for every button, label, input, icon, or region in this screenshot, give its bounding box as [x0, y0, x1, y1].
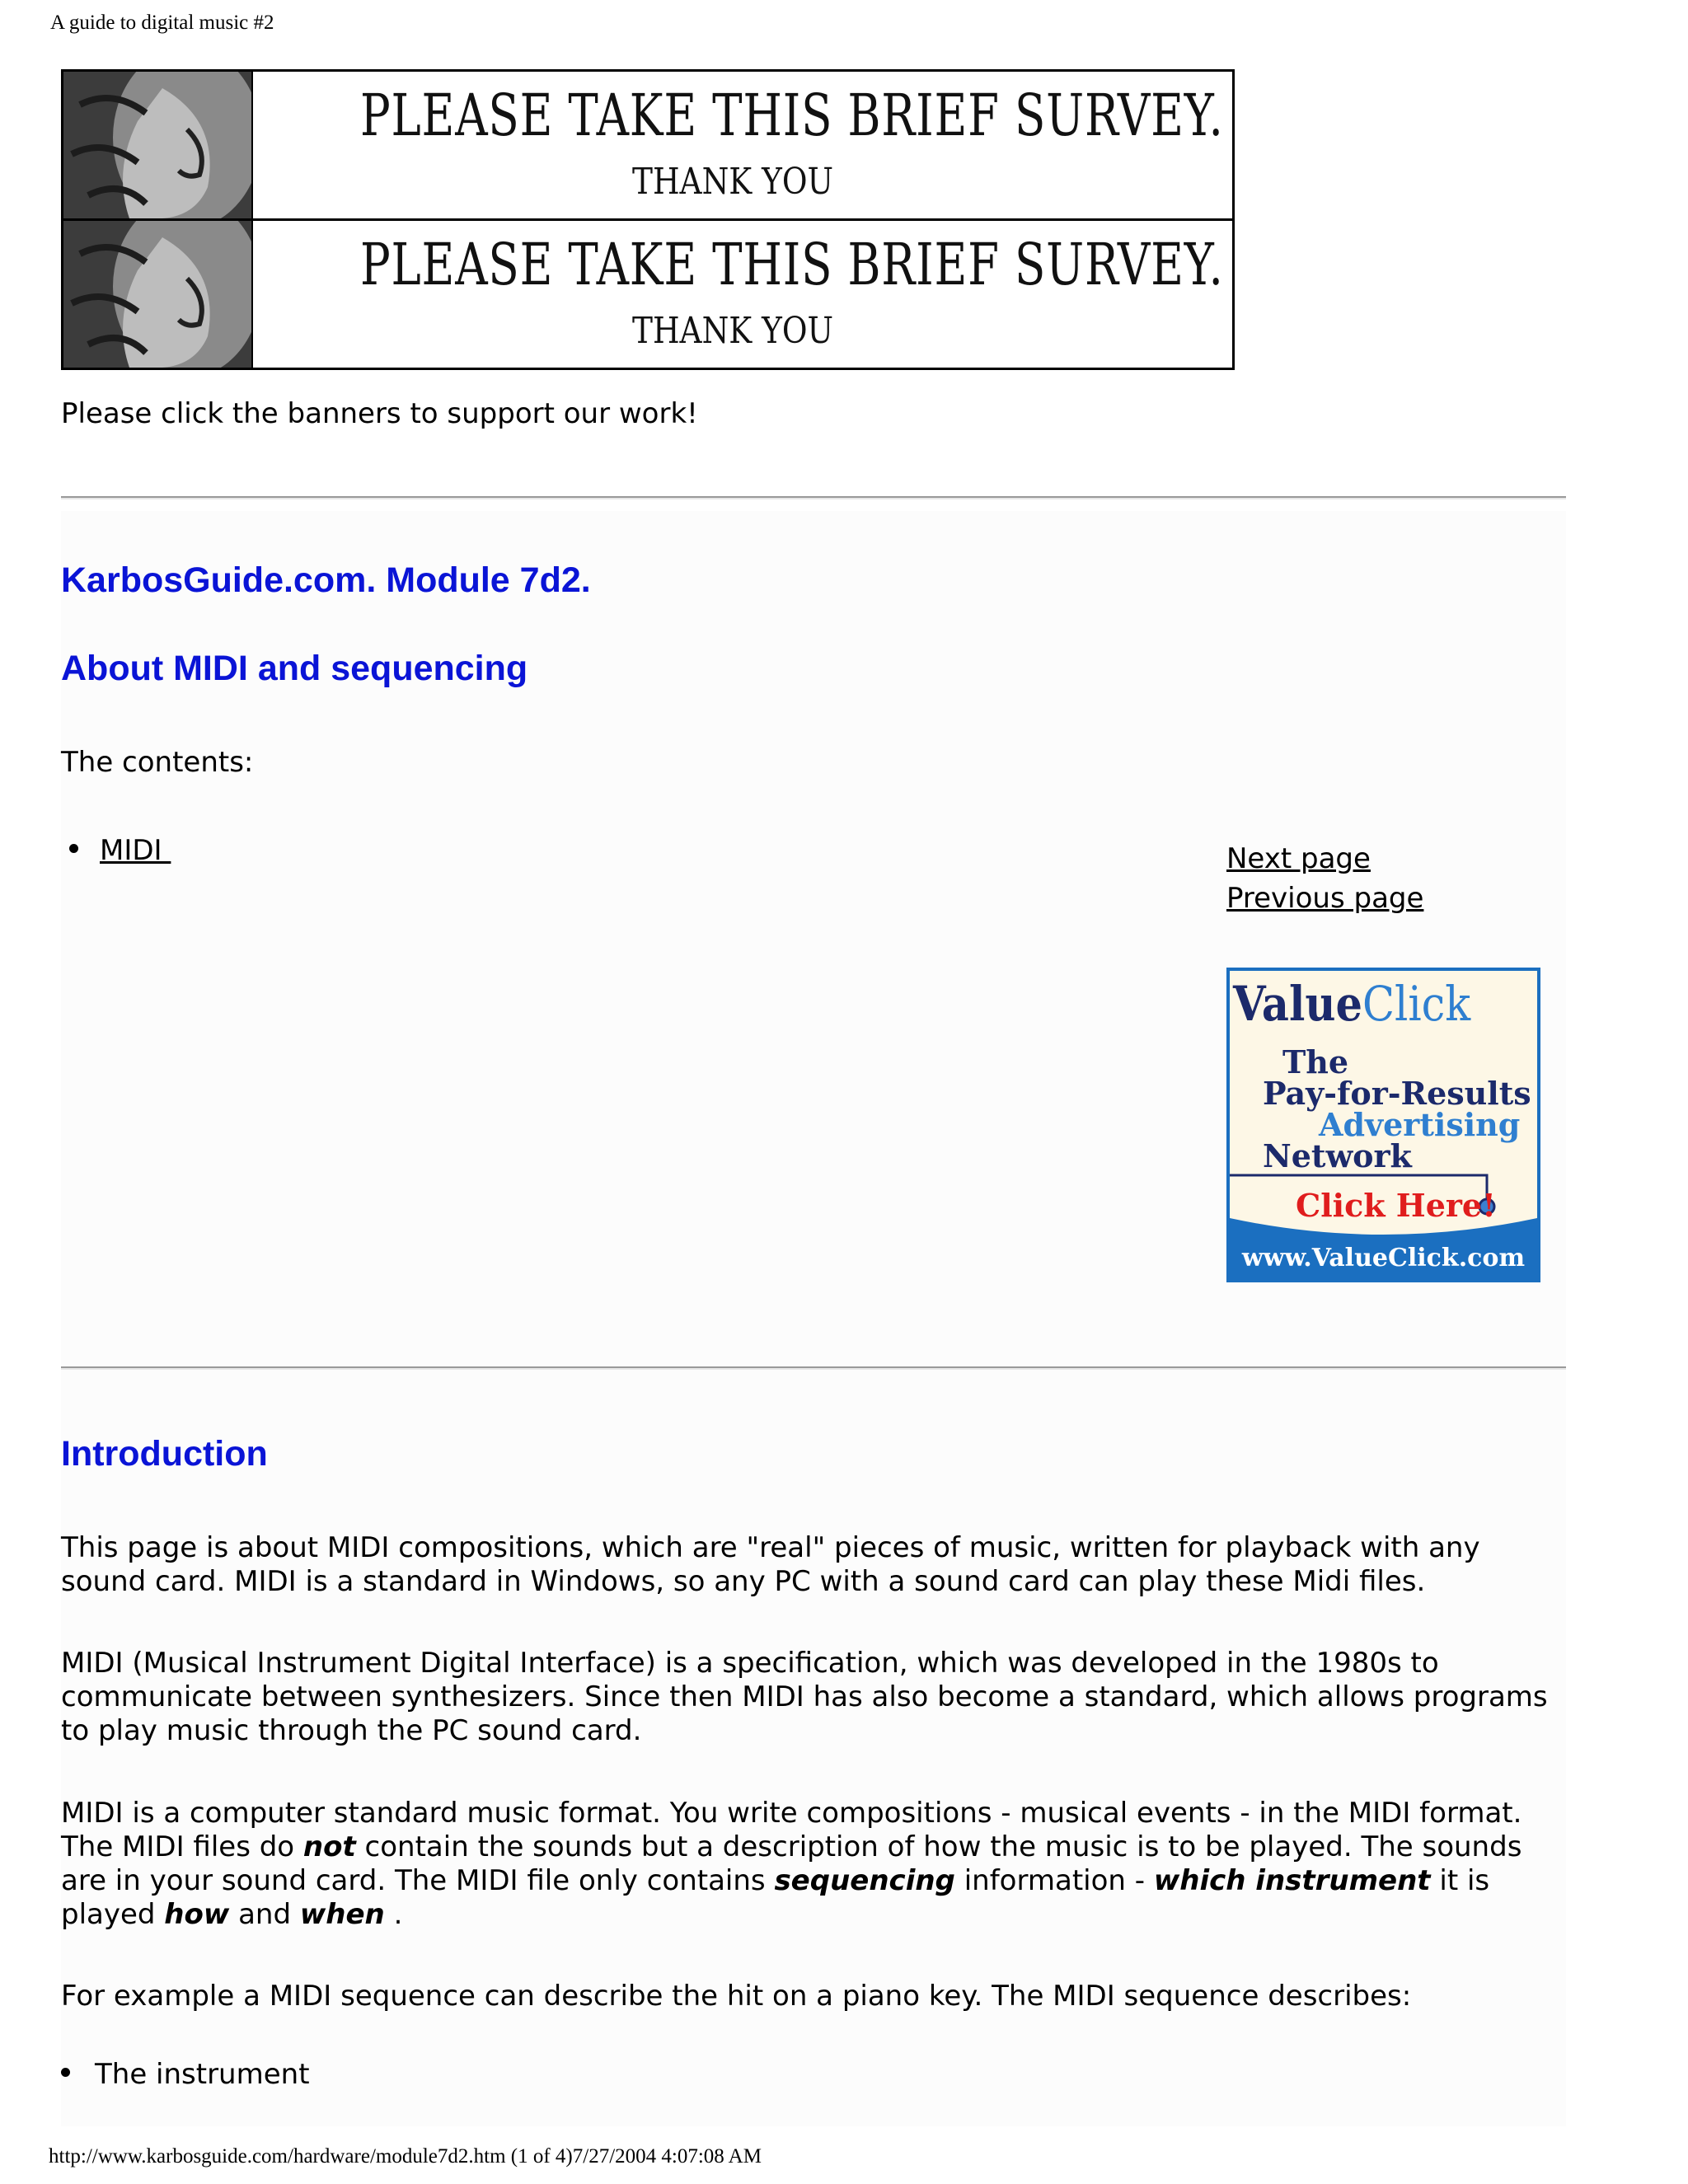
emphasis-text: not — [302, 1830, 356, 1863]
ad-click-here: Click Here! — [1296, 1187, 1496, 1224]
print-header: A guide to digital music #2 — [50, 12, 274, 34]
ad-line-1: The — [1282, 1043, 1349, 1080]
ad-url: www.ValueClick.com — [1230, 1238, 1537, 1279]
banner-subtitle: THANK YOU — [632, 161, 834, 203]
face-image-icon — [63, 72, 253, 218]
face-image-icon — [63, 221, 253, 368]
toc-link-midi[interactable]: MIDI — [100, 834, 171, 867]
list-item — [61, 2058, 310, 2091]
banner-subtitle: THANK YOU — [632, 310, 834, 352]
text-run: . — [384, 1898, 403, 1931]
support-text: Please click the banners to support our work! — [61, 397, 698, 430]
page-heading: About MIDI and sequencing — [61, 649, 528, 688]
toc-item — [61, 834, 171, 867]
intro-heading: Introduction — [61, 1434, 268, 1474]
text-run: information - — [954, 1864, 1154, 1897]
survey-banner-top[interactable] — [63, 72, 1232, 218]
banner-title: PLEASE TAKE THIS BRIEF SURVEY. — [360, 231, 1224, 298]
divider — [61, 1366, 1566, 1370]
text-run: contain the sounds but a description of how the music is to be played. The sounds are in your sound card. The MIDI file only contains — [61, 1830, 1522, 1897]
text-run: it is played — [61, 1864, 1490, 1931]
emphasis-text: how — [164, 1898, 230, 1931]
intro-paragraph-3 — [61, 1797, 1561, 1932]
ad-brand-a: Value — [1233, 976, 1362, 1032]
intro-paragraph-4: For example a MIDI sequence can describe the hit on a piano key. The MIDI sequence describes: — [61, 1980, 1412, 2013]
bullet-icon — [61, 2068, 70, 2077]
bullet-icon — [69, 844, 78, 853]
ad-line-3: Advertising — [1319, 1106, 1521, 1143]
text-run: MIDI is a computer standard music format. You write compositions - musical events - in the MIDI format. The MIDI files do — [61, 1797, 1522, 1863]
ad-brand-b: Click — [1362, 976, 1471, 1032]
print-footer: http://www.karbosguide.com/hardware/module7d2.htm (1 of 4)7/27/2004 4:07:08 AM — [49, 2145, 762, 2168]
list-item-text: The instrument — [95, 2058, 310, 2091]
valueclick-ad[interactable] — [1226, 968, 1540, 1282]
banner-title: PLEASE TAKE THIS BRIEF SURVEY. — [360, 82, 1224, 149]
ad-logo — [1233, 976, 1470, 1032]
ad-line-4: Network — [1263, 1137, 1412, 1174]
emphasis-text: which instrument — [1153, 1864, 1431, 1897]
emphasis-text: sequencing — [774, 1864, 955, 1897]
module-title: KarbosGuide.com. Module 7d2. — [61, 560, 591, 600]
intro-paragraph-1: This page is about MIDI compositions, which are "real" pieces of music, written for playback with any sound card. MIDI is a standard in Windows, so any PC with a sound card can play these Midi files. — [61, 1531, 1480, 1598]
ad-line-2: Pay-for-Results — [1263, 1075, 1531, 1112]
banner-frame — [61, 69, 1235, 370]
next-page-link[interactable]: Next page — [1226, 842, 1371, 875]
emphasis-text: when — [299, 1898, 385, 1931]
intro-paragraph-2: MIDI (Musical Instrument Digital Interface) is a specification, which was developed in the 1980s to communicate between synthesizers. Since then MIDI has also become a standard, which allows programs to play music through the PC sound card. — [61, 1647, 1548, 1747]
contents-label: The contents: — [61, 746, 254, 779]
survey-banner-bottom[interactable] — [63, 221, 1232, 368]
previous-page-link[interactable]: Previous page — [1226, 882, 1424, 915]
text-run: and — [229, 1898, 300, 1931]
divider — [61, 496, 1566, 499]
